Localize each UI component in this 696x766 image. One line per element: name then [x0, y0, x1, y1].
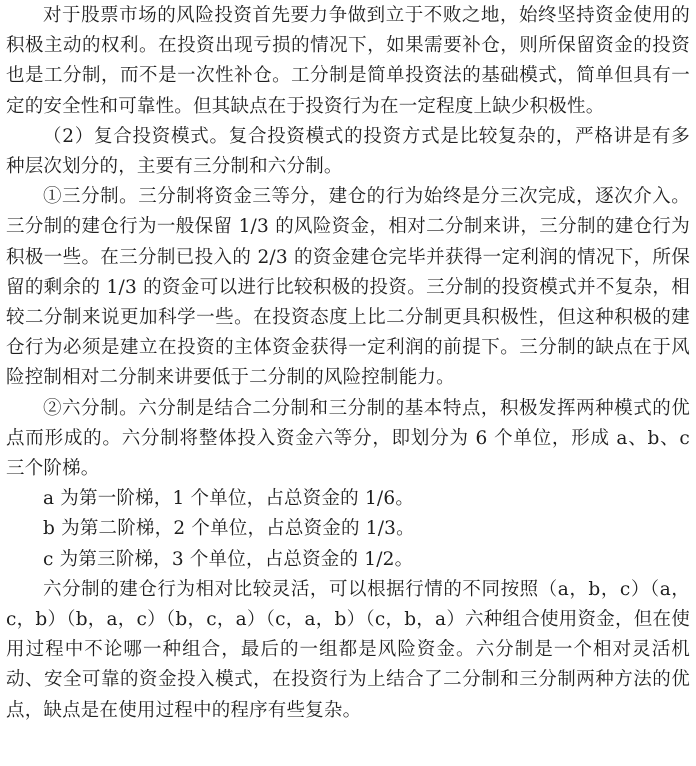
list-item-step-b: b 为第二阶梯，2 个单位，占总资金的 1/3。	[43, 518, 415, 540]
paragraph-six-part-system: ②六分制。六分制是结合二分制和三分制的基本特点，积极发挥两种模式的优点而形成的。六分制将整体投入资金六等分，即划分为 6 个单位，形成 a、b、c 三个阶梯。	[6, 397, 690, 480]
paragraph-risk-investment: 对于股票市场的风险投资首先要力争做到立于不败之地，始终坚持资金使用的积极主动的权利。在投资出现亏损的情况下，如果需要补仓，则所保留资金的投资也是工分制，而不是一次性补仓。工分制是简单投资法的基础模式，简单但具有一定的安全性和可靠性。但其缺点在于投资行为在一定程度上缺少积极性。	[6, 5, 690, 117]
paragraph-six-part-flexibility: 六分制的建仓行为相对比较灵活，可以根据行情的不同按照（a，b，c）（a，c，b）（b，a，c）（b，c，a）（c，a，b）（c，b，a）六种组合使用资金，但在使用过程中不论哪一种组合，最后的一组都是风险资金。六分制是一个相对灵活机动、安全可靠的资金投入模式，在投资行为上结合了二分制和三分制两种方法的优点，缺点是在使用过程中的程序有些复杂。	[6, 578, 690, 721]
paragraph-three-part-system: ①三分制。三分制将资金三等分，建仓的行为始终是分三次完成，逐次介入。三分制的建仓行为一般保留 1/3 的风险资金，相对二分制来讲，三分制的建仓行为积极一些。在三分制已投入的 2/3 的资金建仓完毕并获得一定利润的情况下，所保留的剩余的 1/3 的资金可以进行比较积极的投资。三分制的投资模式并不复杂，相较二分制来说更加科学一些。在投资态度上比二分制更具积极性，但这种积极的建仓行为必须是建立在投资的主体资金获得一定利润的前提下。三分制的缺点在于风险控制相对二分制来讲要低于二分制的风险控制能力。	[6, 186, 690, 389]
paragraph-compound-mode: （2）复合投资模式。复合投资模式的投资方式是比较复杂的，严格讲是有多种层次划分的，主要有三分制和六分制。	[6, 125, 690, 178]
list-item-step-a: a 为第一阶梯，1 个单位，占总资金的 1/6。	[43, 488, 415, 510]
list-item-step-c: c 为第三阶梯，3 个单位，占总资金的 1/2。	[43, 548, 414, 570]
